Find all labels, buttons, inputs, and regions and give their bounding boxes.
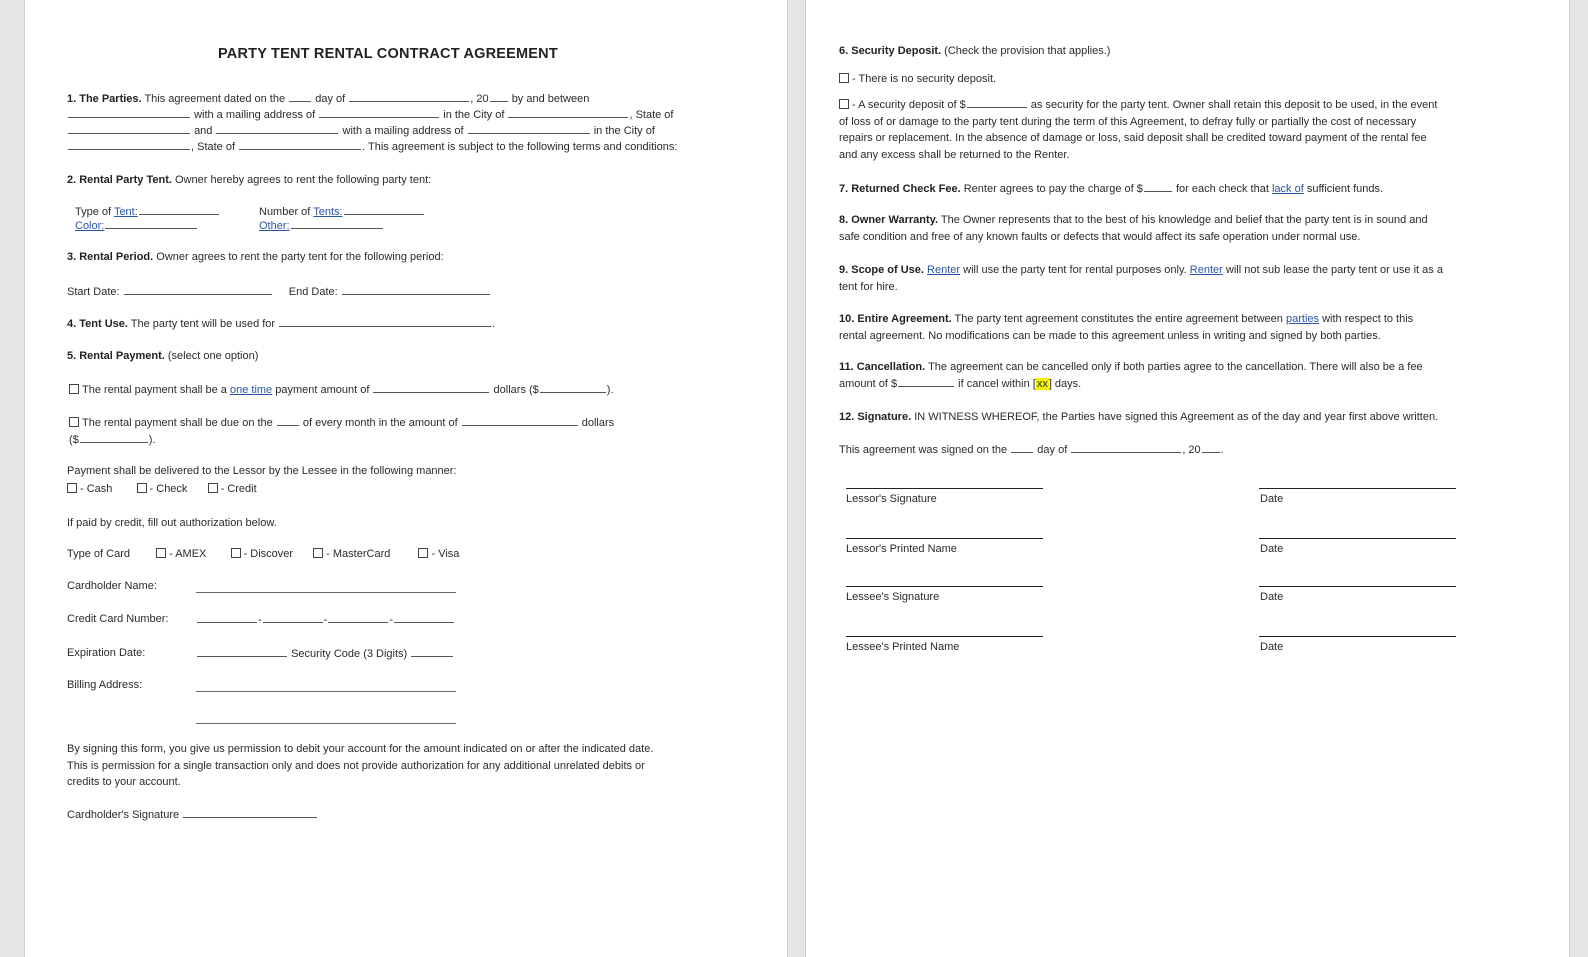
deposit-line-4: and any excess shall be returned to the Renter. [839, 148, 1070, 161]
section-9-text: will not sub lease the party tent or use it as a [1225, 264, 1443, 276]
party-2-address-blank[interactable] [468, 123, 590, 134]
section-4-text: . [492, 318, 496, 330]
card-type-row [67, 547, 459, 561]
cc-number-field [196, 612, 455, 627]
card-type-label: Type of Card [67, 548, 130, 560]
mastercard-checkbox[interactable] [313, 548, 323, 558]
section-1-heading: 1. The Parties. [67, 93, 142, 105]
section-1-line-2 [67, 107, 673, 122]
section-1-text: , 20 [470, 93, 489, 105]
rental-dates-line [67, 284, 491, 299]
payment-option-2-cont [69, 432, 156, 447]
visa-checkbox[interactable] [418, 548, 428, 558]
cancel-fee-blank[interactable] [898, 376, 954, 387]
section-11-text: amount of $ [839, 377, 898, 390]
month-blank[interactable] [349, 91, 469, 102]
section-9-paragraph [839, 262, 1443, 295]
date-label: Date [1260, 641, 1284, 653]
credit-label: - Credit [220, 483, 257, 495]
check-checkbox[interactable] [137, 483, 147, 493]
section-12-line [839, 410, 1438, 424]
deposit-line-2: of loss of or damage to the party tent during the term of this Agreement, to defray fully or partially the cost of necessary [839, 115, 1417, 128]
section-11-text: The agreement can be cancelled only if both parties agree to the cancellation. There will also be a fee [928, 361, 1423, 373]
section-1-text: and [194, 125, 213, 137]
signed-date-line [839, 442, 1224, 457]
section-1-line-4 [67, 139, 677, 154]
discover-checkbox[interactable] [231, 548, 241, 558]
section-11-text: if cancel within [ [958, 377, 1036, 390]
date-label: Date [1260, 543, 1284, 555]
authorization-line: This is permission for a single transaction only and does not provide authorization for any additional unrelated debits or [67, 759, 645, 772]
section-3-line [67, 250, 444, 264]
security-code-label: Security Code (3 Digits) [291, 648, 408, 660]
section-2-line [67, 173, 431, 187]
lessor-printed-name-label: Lessor's Printed Name [846, 543, 957, 555]
section-7-text: Renter agrees to pay the charge of $ [963, 183, 1143, 195]
billing-address-field-1[interactable] [196, 691, 456, 692]
authorization-line: By signing this form, you give us permission to debit your account for the amount indicated on or after the indicated date. [67, 743, 654, 755]
payment-text: ). [606, 384, 614, 396]
tent-use-blank[interactable] [279, 316, 491, 327]
section-2-heading: 2. Rental Party Tent. [67, 174, 172, 186]
section-9-heading: 9. Scope of Use. [839, 264, 924, 276]
color-link[interactable]: Color: [75, 220, 105, 232]
tent-number-field [259, 204, 425, 219]
section-1-text: by and between [511, 93, 590, 105]
section-5-heading: 5. Rental Payment. [67, 350, 165, 362]
section-1-text: , State of [191, 141, 236, 153]
section-5-text: (select one option) [167, 350, 259, 362]
renter-link[interactable]: Renter [1189, 264, 1223, 276]
signed-text: This agreement was signed on the [839, 444, 1008, 456]
tent-link[interactable]: Tent: [113, 206, 138, 218]
section-11-line-2 [839, 376, 1423, 393]
signed-day-blank[interactable] [1011, 442, 1033, 453]
signed-text: day of [1037, 444, 1068, 456]
section-12-heading: 12. Signature. [839, 411, 912, 423]
section-1-line-1 [67, 91, 589, 106]
monthly-amount-blank[interactable] [462, 415, 578, 426]
cc-dash: - [258, 614, 262, 626]
section-1-line-3 [67, 123, 655, 138]
billing-address-field-2[interactable] [196, 723, 456, 724]
section-8-heading: 8. Owner Warranty. [839, 214, 939, 226]
payment-text: The rental payment shall be due on the [82, 417, 273, 429]
tent-type-field [75, 204, 220, 219]
lessor-signature-line[interactable] [846, 488, 1043, 489]
deposit-option-1 [839, 72, 996, 86]
tent-type-label: Type of [75, 206, 112, 218]
discover-label: - Discover [243, 548, 294, 560]
tents-link[interactable]: Tents: [313, 206, 343, 218]
payment-text: payment amount of [275, 384, 370, 396]
section-3-heading: 3. Rental Period. [67, 251, 154, 263]
tent-other-blank[interactable] [291, 218, 383, 229]
monthly-day-blank[interactable] [277, 415, 299, 426]
section-8-text: The Owner represents that to the best of his knowledge and belief that the party tent is in sound and [940, 214, 1428, 226]
party-2-name-blank[interactable] [216, 123, 338, 134]
section-6-text: (Check the provision that applies.) [944, 45, 1111, 57]
party-1-city-blank[interactable] [508, 107, 628, 118]
tent-number-blank[interactable] [344, 204, 424, 215]
section-6-heading: 6. Security Deposit. [839, 45, 942, 57]
section-2-text: Owner hereby agrees to rent the following party tent: [175, 174, 432, 186]
lack-of-link[interactable]: lack of [1271, 183, 1304, 195]
cash-checkbox[interactable] [67, 483, 77, 493]
payment-text: The rental payment shall be a [82, 384, 227, 396]
amex-checkbox[interactable] [156, 548, 166, 558]
section-11-heading: 11. Cancellation. [839, 361, 926, 373]
party-1-state-blank[interactable] [68, 123, 190, 134]
lessor-signature-label: Lessor's Signature [846, 493, 937, 505]
section-5-line [67, 349, 258, 363]
section-7-heading: 7. Returned Check Fee. [839, 183, 961, 195]
cc-dash: - [389, 614, 394, 626]
section-11-paragraph [839, 359, 1423, 392]
section-3-text: Owner agrees to rent the party tent for the following period: [156, 251, 444, 263]
section-12-text: IN WITNESS WHEREOF, the Parties have signed this Agreement as of the day and year first above written. [914, 411, 1439, 423]
check-label: - Check [149, 483, 188, 495]
cc-number-group-4[interactable] [394, 612, 454, 623]
one-time-dollars-blank[interactable] [540, 382, 606, 393]
tent-color-blank[interactable] [105, 218, 197, 229]
billing-address-label: Billing Address: [67, 679, 143, 691]
section-9-line-2: tent for hire. [839, 280, 898, 293]
section-9-text: will use the party tent for rental purposes only. [963, 264, 1187, 276]
payment-text: ($ [69, 434, 79, 446]
other-link[interactable]: Other: [259, 220, 290, 232]
section-10-text: The party tent agreement constitutes the entire agreement between [954, 313, 1283, 325]
section-4-line [67, 316, 495, 331]
cardholder-signature-field[interactable] [183, 807, 317, 818]
tent-number-label: Number of [259, 206, 311, 218]
section-4-text: The party tent will be used for [130, 318, 276, 330]
authorization-line: credits to your account. [67, 776, 181, 788]
no-deposit-checkbox[interactable] [839, 73, 849, 83]
days-placeholder-highlight[interactable]: xx [1036, 377, 1048, 390]
section-9-line-1 [839, 262, 1443, 279]
lessor-signature-date-line[interactable] [1259, 488, 1456, 489]
check-fee-blank[interactable] [1144, 181, 1172, 192]
cardholder-signature-row [67, 807, 318, 822]
section-11-line-1 [839, 359, 1423, 376]
cardholder-name-label: Cardholder Name: [67, 580, 157, 592]
amex-label: - AMEX [169, 548, 207, 560]
end-date-label: End Date: [288, 286, 338, 298]
section-7-text: sufficient funds. [1306, 183, 1384, 195]
signed-text: , 20 [1182, 444, 1201, 456]
document-page-1 [24, 0, 788, 957]
payment-delivery-text: Payment shall be delivered to the Lessor by the Lessee in the following manner: [67, 465, 457, 477]
section-10-line-2: rental agreement. No modifications can be made to this agreement unless in writing and signed by both parties. [839, 329, 1381, 342]
day-blank[interactable] [289, 91, 311, 102]
payment-option-1-checkbox[interactable] [69, 384, 79, 394]
tent-other-field [259, 218, 384, 233]
credit-instruction: If paid by credit, fill out authorization below. [67, 517, 277, 529]
section-10-paragraph [839, 311, 1413, 344]
payment-option-1 [69, 382, 614, 397]
deposit-text: - A security deposit of $ [852, 99, 966, 111]
lessee-printed-name-label: Lessee's Printed Name [846, 641, 960, 653]
deposit-line-1 [839, 97, 1437, 114]
cardholder-name-field[interactable] [196, 592, 456, 593]
tent-type-blank[interactable] [139, 204, 219, 215]
section-1-text: . This agreement is subject to the following terms and conditions: [362, 141, 678, 153]
end-date-blank[interactable] [342, 284, 490, 295]
cardholder-signature-label: Cardholder's Signature [67, 809, 180, 821]
start-date-blank[interactable] [124, 284, 272, 295]
lessor-printed-name-line[interactable] [846, 538, 1043, 539]
signed-year-blank[interactable] [1202, 442, 1220, 453]
visa-label: - Visa [431, 548, 460, 560]
party-1-name-blank[interactable] [68, 107, 190, 118]
payment-text: dollars [581, 417, 615, 429]
credit-checkbox[interactable] [208, 483, 218, 493]
security-code-field[interactable] [411, 646, 453, 657]
section-8-line-1 [839, 212, 1428, 229]
section-7-text: for each check that [1175, 183, 1269, 195]
section-1-text: day of [315, 93, 346, 105]
deposit-checkbox[interactable] [839, 99, 849, 109]
lessee-signature-label: Lessee's Signature [846, 591, 940, 603]
section-8-line-2: safe condition and free of any known faults or defects that would affect its safe operation under normal use. [839, 230, 1361, 243]
tent-color-field [75, 218, 198, 233]
deposit-text: - There is no security deposit. [852, 73, 997, 85]
section-4-heading: 4. Tent Use. [67, 318, 128, 330]
payment-text: of every month in the amount of [302, 417, 458, 429]
lessee-printed-name-line[interactable] [846, 636, 1043, 637]
document-title: PARTY TENT RENTAL CONTRACT AGREEMENT [218, 46, 558, 62]
cc-dash: - [323, 614, 328, 626]
expiration-label: Expiration Date: [67, 647, 146, 659]
mastercard-label: - MasterCard [326, 548, 391, 560]
authorization-paragraph [67, 741, 653, 791]
section-10-line-1 [839, 311, 1413, 328]
payment-method-row [67, 482, 257, 496]
section-8-paragraph [839, 212, 1428, 245]
signed-month-blank[interactable] [1071, 442, 1181, 453]
payment-option-2-checkbox[interactable] [69, 417, 79, 427]
section-1-text: with a mailing address of [342, 125, 464, 137]
section-1-text: in the City of [593, 125, 655, 137]
cc-number-group-1[interactable] [197, 612, 257, 623]
cash-label: - Cash [80, 483, 113, 495]
parties-link[interactable]: parties [1285, 313, 1320, 325]
section-10-text: with respect to this [1322, 313, 1414, 325]
cc-number-label: Credit Card Number: [67, 613, 169, 625]
lessee-name-date-line[interactable] [1259, 636, 1456, 637]
expiration-date-field[interactable] [197, 646, 287, 657]
lessor-name-date-line[interactable] [1259, 538, 1456, 539]
cc-number-group-2[interactable] [263, 612, 323, 623]
section-1-text: in the City of [443, 109, 505, 121]
date-label: Date [1260, 591, 1284, 603]
section-11-text: ] days. [1048, 377, 1082, 390]
deposit-line-3: repairs or replacement. In the absence of damage or loss, said deposit shall be credited toward payment of the rental fee [839, 132, 1427, 144]
payment-option-2 [69, 415, 614, 430]
start-date-label: Start Date: [67, 286, 120, 298]
party-2-city-blank[interactable] [68, 139, 190, 150]
one-time-amount-blank[interactable] [373, 382, 489, 393]
one-time-link[interactable]: one time [229, 384, 273, 396]
signed-text: . [1220, 444, 1224, 456]
year-blank[interactable] [490, 91, 508, 102]
section-1-text: with a mailing address of [194, 109, 316, 121]
section-1-text: This agreement dated on the [144, 93, 286, 105]
party-2-state-blank[interactable] [239, 139, 361, 150]
cc-number-group-3[interactable] [328, 612, 388, 623]
lessee-signature-line[interactable] [846, 586, 1043, 587]
deposit-amount-blank[interactable] [967, 97, 1027, 108]
monthly-dollars-blank[interactable] [80, 432, 148, 443]
date-label: Date [1260, 493, 1284, 505]
section-1-text: , State of [629, 109, 674, 121]
deposit-option-2 [839, 97, 1437, 163]
payment-text: ). [148, 434, 156, 446]
section-6-line [839, 44, 1110, 58]
section-10-heading: 10. Entire Agreement. [839, 313, 952, 325]
party-1-address-blank[interactable] [319, 107, 439, 118]
lessee-signature-date-line[interactable] [1259, 586, 1456, 587]
expiration-row [196, 646, 454, 661]
document-page-2 [805, 0, 1570, 957]
section-7-line [839, 181, 1383, 196]
renter-link[interactable]: Renter [927, 264, 961, 276]
payment-text: dollars ($ [493, 384, 539, 396]
deposit-text: as security for the party tent. Owner shall retain this deposit to be used, in the event [1030, 99, 1438, 111]
